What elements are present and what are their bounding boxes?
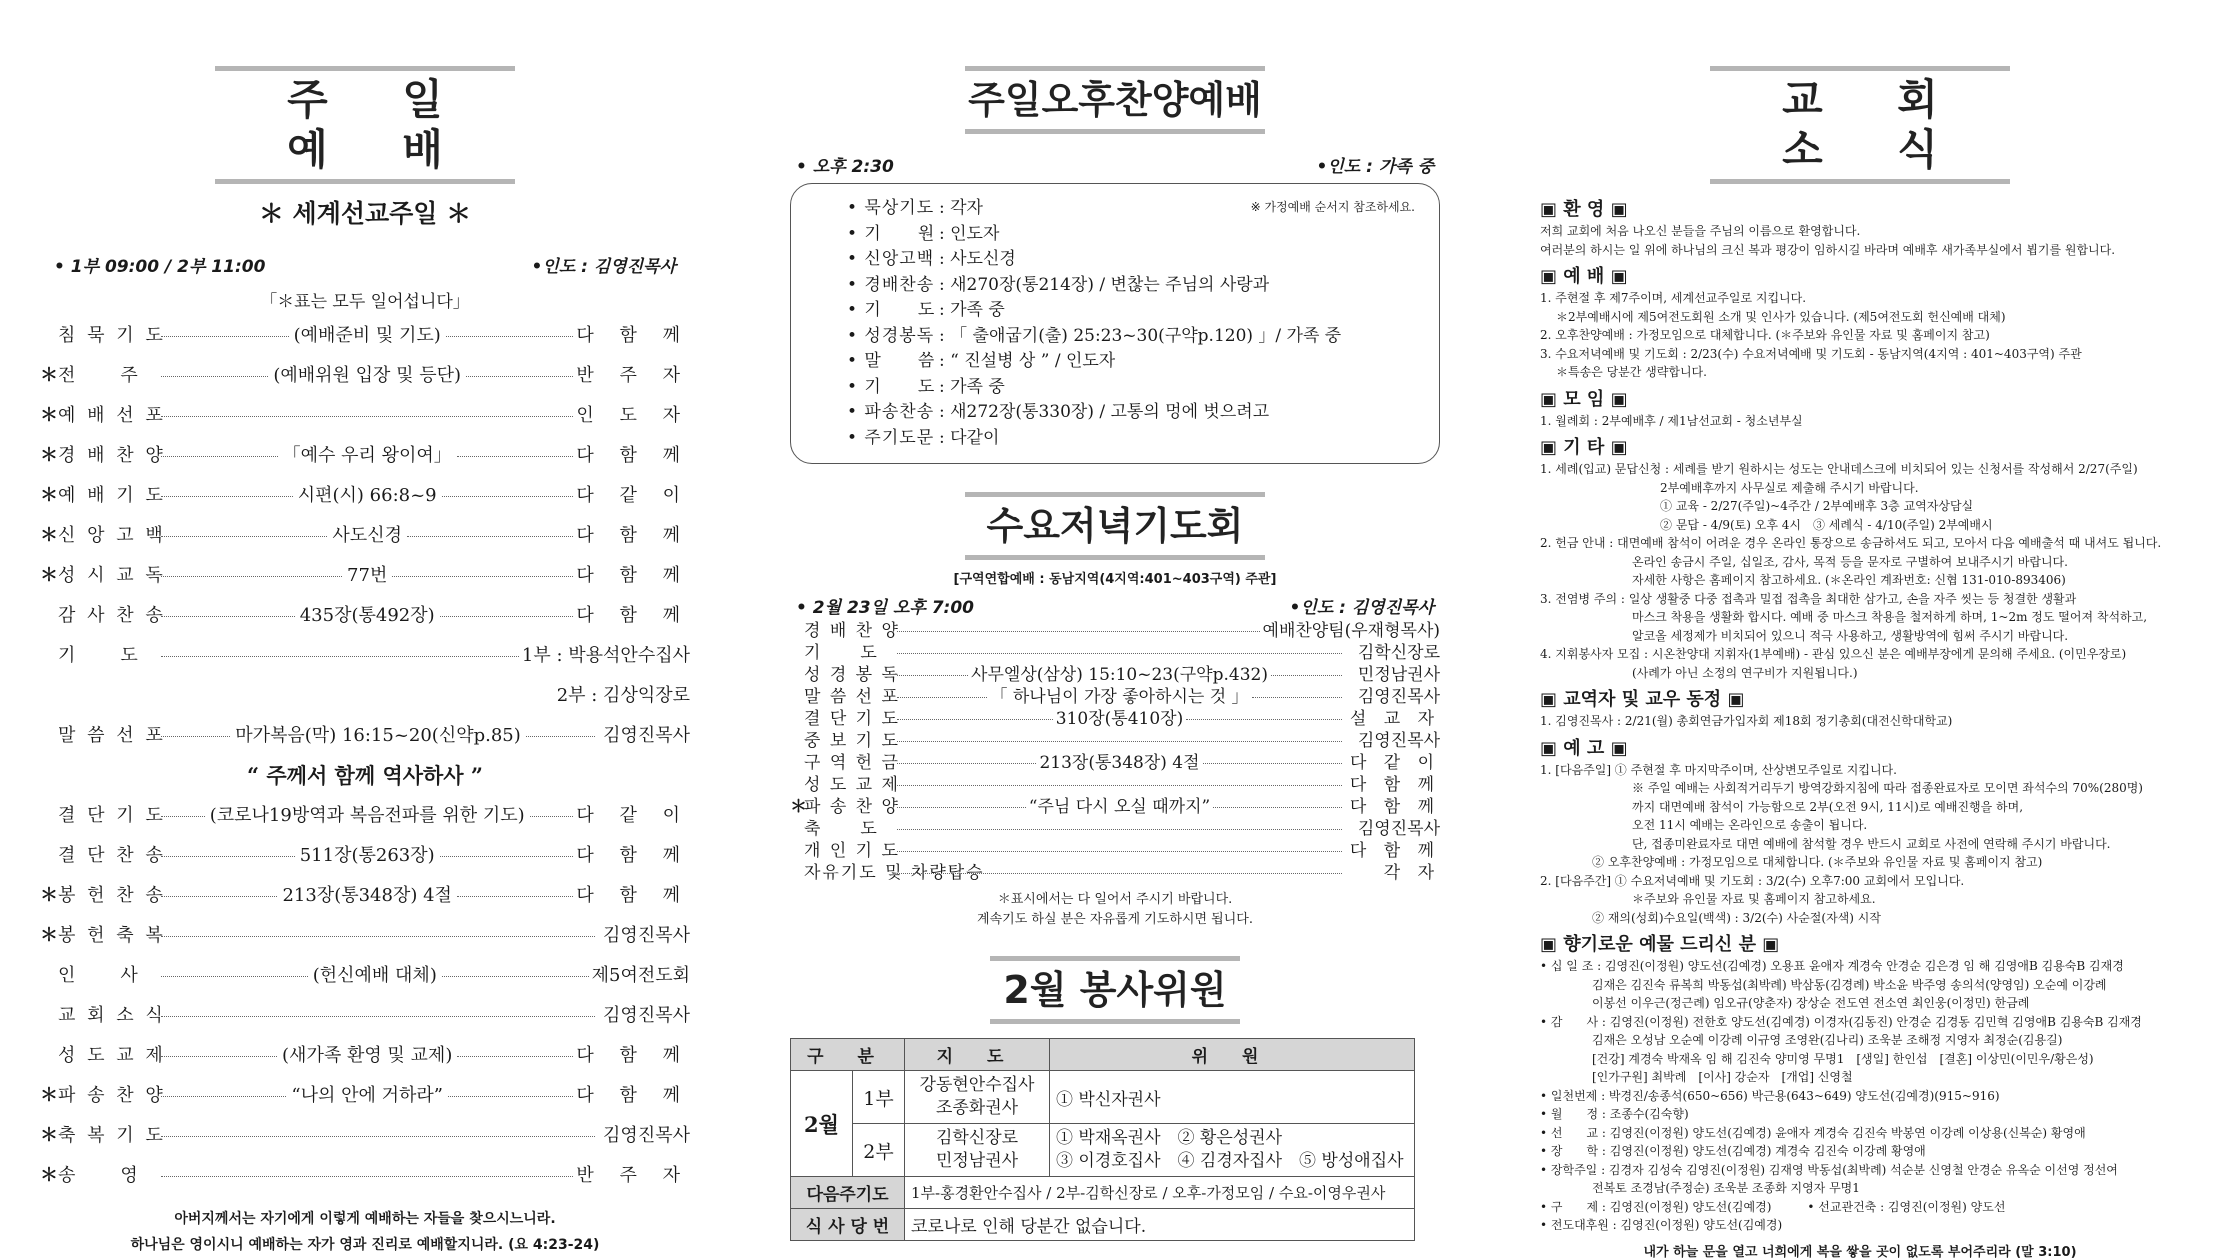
service-row	[790, 708, 1440, 730]
news-line: ② 재의(성회)수요일(백색) : 3/2(수) 사순절(자색) 시작	[1592, 910, 1881, 925]
stand-notice: 「＊표는 모두 일어섭니다」	[260, 292, 470, 312]
service-name: 파 송 찬 양	[804, 797, 900, 817]
news-line: 여러분의 하시는 일 위에 하나님의 크신 복과 평강이 임하시길 바라며 예배후 새가족부실에서 뵙기를 원합니다.	[1540, 242, 2116, 257]
item-label: • 주기도문	[847, 427, 935, 448]
news-line: ※ 주일 예배는 사회적거리두기 방역강화지침에 따라 접종완료자로 모이면 좌석수의 70%(280명)	[1632, 781, 2143, 795]
service-row	[40, 1036, 690, 1076]
wednesday-leader: •인도 : 김영진목사	[1289, 598, 1434, 618]
item-value: : 새270장(통214장) / 변찮는 주님의 사랑과	[939, 274, 1270, 295]
etc-heading: ▣ 기 타 ▣	[1540, 437, 1628, 458]
news-line: ＊주보와 유인물 자료 및 홈페이지 참고하세요.	[1632, 892, 1876, 906]
service-name: 중 보 기 도	[804, 731, 900, 751]
afternoon-leader: •인도 : 가족 중	[1316, 157, 1434, 177]
service-leader: 인 도 자	[576, 405, 690, 426]
service-detail: 마가복음(막) 16:15~20(신약p.85)	[235, 725, 521, 746]
service-row	[40, 996, 690, 1036]
star-marker: ＊	[40, 1125, 58, 1146]
service-detail: 213장(통348장) 4절	[1039, 753, 1200, 773]
service-name: 축 도	[804, 819, 879, 839]
item-value: : 다같이	[939, 427, 1000, 448]
service-name: 성 도 교 제	[58, 1045, 166, 1066]
news-line: ① 교육 - 2/27(주일)~4주간 / 2부예배후 3층 교역자상담실	[1660, 499, 1974, 513]
notice-news-list	[1540, 761, 2180, 928]
news-line: 김재은 오성남 오순예 이강례 이규영 조영완(김나리) 조욱분 조해정 지영자 최정순(김용길)	[1592, 1033, 2063, 1047]
part1-members: ① 박신자권사	[1050, 1071, 1415, 1124]
service-row	[40, 596, 690, 636]
service-detail: 「예수 우리 왕이여」	[282, 445, 452, 466]
news-line: 3. 수요저녁예배 및 기도회 : 2/23(수) 수요저녁예배 및 기도회 - 동남지역(4지역 : 401~403구역) 주관	[1540, 346, 2082, 361]
service-leader: 김영진목사	[1357, 819, 1440, 839]
news-line: 전복토 조경남(주정순) 조욱분 조종화 지영자 무명1	[1592, 1181, 1860, 1195]
part2-leaders: 김학신장로 민정남권사	[905, 1124, 1050, 1177]
service-detail: 435장(통492장)	[299, 605, 435, 626]
service-leader: 다 같 이	[1349, 753, 1441, 773]
star-marker: ＊	[40, 1085, 58, 1106]
volunteers-table	[790, 1038, 1415, 1241]
list-item	[847, 324, 1419, 350]
worship-news-list	[1540, 289, 2180, 382]
service-row	[40, 916, 690, 956]
service-leader: 다 함 께	[576, 565, 690, 586]
service-name: 결 단 기 도	[804, 709, 900, 729]
star-marker: ＊	[40, 885, 58, 906]
afternoon-order-list	[811, 196, 1419, 451]
part1-cell: 1부	[853, 1071, 905, 1124]
service-detail: 「 하나님이 가장 좋아하시는 것 」	[990, 687, 1249, 707]
service-row	[40, 396, 690, 436]
service-name: 경 배 찬 양	[804, 621, 900, 641]
service-detail: (예배준비 및 기도)	[293, 325, 441, 346]
list-item	[847, 349, 1419, 375]
item-label: • 기 도	[847, 300, 936, 320]
item-label: • 기 도	[847, 376, 936, 397]
service-name: 성 시 교 독	[58, 565, 166, 586]
item-value: : “ 진설병 상 ” / 인도자	[939, 351, 1116, 371]
news-line: 김재은 김진숙 류복희 박동섭(최박례) 박삼동(김경례) 박소윤 박주영 송의석(양영임) 오순예 이강례	[1592, 977, 2107, 992]
service-name: 기 도	[58, 645, 141, 666]
service-leader: 김영진목사	[1357, 731, 1440, 751]
part2-members-line-2: ③ 이경호집사 ④ 김경자집사 ⑤ 방성애집사	[1056, 1151, 1404, 1171]
list-item	[847, 400, 1419, 426]
prayer-second-leader: 2부 : 김상익장로	[556, 685, 690, 706]
service-row	[40, 956, 690, 996]
news-line: 1. 김영진목사 : 2/21(월) 총회연금가입자회 제18회 정기총회(대전신학대학교)	[1540, 714, 1953, 728]
service-leader: 민정남권사	[1357, 665, 1441, 685]
news-line: 2. [다음주간] ① 수요저녁예배 및 기도회 : 3/2(수) 오후7:00 교회에서 모입니다.	[1540, 873, 1965, 888]
world-mission-subtitle: ＊ 세계선교주일 ＊	[258, 199, 472, 228]
star-marker: ＊	[40, 485, 58, 506]
service-row	[40, 516, 690, 556]
service-detail: 511장(통263장)	[299, 845, 435, 866]
service-leader: 다 함 께	[576, 325, 691, 346]
wednesday-notes	[790, 890, 1440, 930]
table-header-leader: 지 도	[905, 1039, 1050, 1071]
meeting-heading: ▣ 모 임 ▣	[1540, 388, 1628, 410]
news-line: 1. 월례회 : 2부예배후 / 제1남선교회 - 청소년부실	[1540, 413, 1803, 428]
table-header-members: 위 원	[1050, 1039, 1415, 1071]
notice-heading: ▣ 예 고 ▣	[1540, 737, 1628, 759]
table-row	[791, 1177, 1415, 1209]
news-line: • 전도대후원 : 김영진(이정원) 양도선(김예경)	[1540, 1218, 1783, 1232]
news-line: 1. 주현절 후 제7주이며, 세계선교주일로 지킵니다.	[1540, 291, 1807, 305]
service-leader: 김영진목사	[1357, 687, 1440, 707]
sunday-worship-title: 주 일 예 배	[215, 66, 515, 184]
service-row	[40, 716, 690, 756]
worship-heading: ▣ 예 배 ▣	[1540, 266, 1628, 287]
service-name: 경 배 찬 양	[58, 445, 166, 466]
news-line: 2. 헌금 안내 : 대면예배 참석이 어려운 경우 온라인 통장으로 송금하셔도 되고, 모아서 다음 예배출석 때 내셔도 됩니다.	[1540, 536, 2162, 550]
prayer-second-row	[40, 676, 690, 716]
service-name: 예 배 기 도	[58, 485, 166, 506]
item-label: • 말 씀	[847, 351, 936, 371]
verse-line-2: 하나님은 영이시니 예배하는 자가 영과 진리로 예배할지니라. (요 4:23-24)	[130, 1237, 600, 1253]
news-line: 온라인 송금시 주일, 십일조, 감사, 목적 등을 문자로 구별하여 보내주시기 바랍니다.	[1632, 554, 2068, 569]
service-leader: 다 함 께	[576, 525, 691, 546]
service-name: 개 인 기 도	[804, 841, 900, 861]
news-line: ＊특송은 당분간 생략합니다.	[1556, 365, 1707, 379]
news-line: 4. 지휘봉사자 모집 : 시온찬양대 지휘자(1부예배) - 관심 있으신 분은 예배부장에게 문의해 주세요. (이민우장로)	[1540, 647, 2127, 661]
part2-cell: 2부	[853, 1124, 905, 1177]
star-marker: ＊	[40, 925, 58, 946]
news-line: (사례가 아닌 소정의 연구비가 지원됩니다.)	[1632, 665, 1858, 680]
service-row	[40, 356, 690, 396]
list-item	[847, 298, 1419, 324]
service-leader: 다 함 께	[576, 845, 690, 866]
service-leader: 김학신장로	[1357, 643, 1440, 663]
news-line: ② 오후찬양예배 : 가정모임으로 대체합니다. (＊주보와 유인물 자료 및 홈페이지 참고)	[1592, 855, 2043, 869]
service-name: 전 주	[58, 365, 141, 386]
service-leader: 다 함 께	[576, 1045, 690, 1066]
service-leader: 다 함 께	[576, 445, 690, 466]
service-detail: 사무엘상(삼상) 15:10~23(구약p.432)	[971, 665, 1268, 685]
wednesday-caption: [구역연합예배 : 동남지역(4지역:401~403구역) 주관]	[953, 572, 1277, 587]
worship-meta	[40, 252, 690, 277]
service-leader: 다 함 께	[1349, 797, 1440, 817]
service-row	[790, 796, 1440, 818]
table-row	[791, 1209, 1415, 1241]
news-line: 1. 세례(입교) 문답신청 : 세례를 받기 원하시는 성도는 안내데스크에 비치되어 있는 신청서를 작성해서 2/27(주일)	[1540, 462, 2138, 476]
meeting-news-list	[1540, 412, 2180, 431]
service-name: 말 씀 선 포	[58, 725, 166, 746]
service-row	[40, 1116, 690, 1156]
item-label: • 신앙고백	[847, 249, 935, 269]
service-row	[790, 664, 1440, 686]
afternoon-order-box	[790, 183, 1440, 464]
service-detail: (새가족 환영 및 교제)	[282, 1045, 453, 1066]
service-detail: (헌신예배 대체)	[312, 965, 437, 986]
order-of-service-part1	[40, 316, 690, 676]
table-header-division: 구 분	[791, 1039, 905, 1071]
service-row	[790, 686, 1440, 708]
service-leader: 다 함 께	[576, 885, 690, 906]
wednesday-meta	[790, 593, 1440, 618]
list-item	[847, 222, 1419, 248]
news-line: 자세한 사항은 홈페이지 참고하세요. (＊온라인 계좌번호: 신협 131-010-893406)	[1632, 573, 2066, 587]
service-leader: 다 함 께	[576, 605, 690, 626]
news-line: • 감 사 : 김영진(이정원) 전한호 양도선(김예경) 이경자(김동진) 안경순 김경동 김민혁 김영애B 김용숙B 김재경	[1540, 1014, 2142, 1029]
service-name: 성 도 교 제	[804, 775, 900, 795]
service-row	[40, 556, 690, 596]
service-row	[40, 876, 690, 916]
star-marker: ＊	[40, 405, 58, 426]
afternoon-worship-title: 주일오후찬양예배	[965, 66, 1265, 134]
list-item	[847, 273, 1419, 299]
table-header-row	[791, 1039, 1415, 1071]
month-cell: 2월	[791, 1071, 853, 1177]
news-line: • 장학주일 : 김경자 김성숙 김영진(이정원) 김재영 박동섭(최박례) 석순분 신영철 안경순 유옥순 이선영 정선여	[1540, 1162, 2118, 1177]
item-label: • 파송찬송	[847, 402, 935, 422]
service-row	[40, 1156, 690, 1196]
item-label: • 성경봉독	[847, 325, 935, 346]
part1-leaders: 강동현안수집사 조종화권사	[905, 1071, 1050, 1124]
service-leader: 설 교 자	[1349, 709, 1440, 729]
service-detail: 77번	[347, 565, 388, 586]
news-line: ＊2부예배시에 제5여전도회원 소개 및 인사가 있습니다. (제5여전도회 헌신예배 대체)	[1556, 309, 2006, 324]
sunday-worship-panel	[40, 0, 691, 1253]
news-line: 오전 11시 예배는 온라인으로 송출이 됩니다.	[1632, 818, 1868, 832]
service-name: 인 사	[58, 965, 141, 986]
service-name: 신 앙 고 백	[58, 525, 166, 546]
verse-line-1: 아버지께서는 자기에게 이렇게 예배하는 자들을 찾으시느니라.	[174, 1211, 556, 1227]
church-news-panel	[1540, 0, 2180, 1260]
service-row	[790, 862, 1440, 884]
service-leader: 다 같 이	[576, 485, 690, 506]
service-row	[40, 316, 690, 356]
service-name: 자유기도 및 차량탑승	[804, 863, 985, 883]
meal-duty-value: 코로나로 인해 당분간 없습니다.	[905, 1209, 1415, 1241]
service-row	[40, 476, 690, 516]
news-line: 2부예배후까지 사무실로 제출해 주시기 바랍니다.	[1660, 480, 1919, 495]
table-row	[791, 1124, 1415, 1177]
welcome-list	[1540, 222, 2180, 259]
staff-heading: ▣ 교역자 및 교우 동정 ▣	[1540, 689, 1745, 710]
family-worship-note: ※ 가정예배 순서지 참조하세요.	[1250, 200, 1415, 214]
service-row	[790, 818, 1440, 840]
service-row	[40, 436, 690, 476]
service-name: 예 배 선 포	[58, 405, 166, 426]
offering-heading: ▣ 향기로운 예물 드리신 분 ▣	[1540, 934, 1780, 955]
list-item	[847, 426, 1419, 452]
next-prayer-value: 1부-홍경환안수집사 / 2부-김학신장로 / 오후-가정모임 / 수요-이영우권사	[905, 1177, 1415, 1209]
news-line: 저희 교회에 처음 나오신 분들을 주님의 이름으로 환영합니다.	[1540, 224, 1861, 238]
item-value: : 「 출애굽기(출) 25:23~30(구약p.120) 」/ 가족 중	[939, 325, 1342, 346]
news-line: [인가구원] 최박례 [이사] 강순자 [개업] 신영철	[1592, 1070, 1853, 1084]
news-body	[1540, 198, 2180, 1260]
part2-members	[1050, 1124, 1415, 1177]
news-line: 3. 전염병 주의 : 일상 생활중 다중 접촉과 밀접 접촉을 최대한 삼가고, 손을 자주 씻는 등 청결한 생활과	[1540, 591, 2077, 606]
service-leader: 김영진목사	[603, 925, 690, 946]
wednesday-note-2: 계속기도 하실 분은 자유롭게 기도하시면 됩니다.	[977, 912, 1253, 927]
wednesday-prayer-title: 수요저녁기도회	[965, 492, 1265, 560]
item-value: : 가족 중	[939, 300, 1005, 320]
news-line: • 일천번제 : 박경진/송종석(650~656) 박근용(643~649) 양도선(김예경)(915~916)	[1540, 1088, 2000, 1103]
service-row	[790, 774, 1440, 796]
item-label: • 묵상기도	[847, 198, 935, 218]
afternoon-meta	[790, 152, 1440, 177]
service-row	[790, 730, 1440, 752]
service-row	[40, 836, 690, 876]
list-item	[847, 375, 1419, 401]
service-name: 말 씀 선 포	[804, 687, 900, 707]
service-name: 파 송 찬 양	[58, 1085, 166, 1106]
news-line: 알코올 세정제가 비치되어 있으니 적극 사용하고, 생활방역에 힘써 주시기 바랍니다.	[1632, 628, 2069, 643]
news-line: • 선 교 : 김영진(이정원) 양도선(김예경) 윤애자 계경숙 김진숙 박봉연 이강례 이상용(신복순) 황영애	[1540, 1125, 2086, 1140]
wednesday-note-1: ＊표시에서는 다 일어서 주시기 바랍니다.	[997, 892, 1233, 907]
meal-duty-label: 식 사 당 번	[791, 1209, 905, 1241]
wednesday-time: • 2월 23일 오후 7:00	[796, 598, 974, 618]
item-label: • 경배찬송	[847, 274, 935, 295]
service-name: 교 회 소 식	[58, 1005, 166, 1026]
service-detail: 310장(통410장)	[1055, 709, 1184, 729]
service-leader: 다 함 께	[576, 1085, 690, 1106]
service-leader: 다 함 께	[1349, 841, 1440, 861]
service-leader: 1부 : 박용석안수집사	[521, 645, 690, 666]
service-row	[790, 840, 1440, 862]
service-leader: 김영진목사	[603, 725, 691, 746]
service-row	[790, 620, 1440, 642]
service-leader: 다 함 께	[1349, 775, 1440, 795]
etc-news-list	[1540, 460, 2180, 682]
news-line: [건강] 계경숙 박재옥 임 해 김진숙 양미영 무명1 [생일] 한인섭 [결혼] 이상민(이민우/황은성)	[1592, 1051, 2094, 1066]
news-line: • 구 제 : 김영진(이정원) 양도선(김예경) • 선교관건축 : 김영진(이정원) 양도선	[1540, 1199, 2006, 1214]
service-leader: 예배찬양팀(우재형목사)	[1262, 621, 1440, 641]
item-label: • 기 원	[847, 223, 936, 244]
news-line: • 장 학 : 김영진(이정원) 양도선(김예경) 계경숙 김진숙 이강례 황영애	[1540, 1144, 1926, 1158]
service-row	[40, 636, 690, 676]
news-line: • 월 정 : 조종수(김숙향)	[1540, 1107, 1689, 1121]
service-name: 성 경 봉 독	[804, 665, 900, 685]
news-line: 이봉선 이우근(정근례) 임오규(양춘자) 장상순 전도연 전소연 최인웅(이정민) 한금례	[1592, 996, 2030, 1010]
part2-members-line-1: ① 박재옥권사 ② 황은성권사	[1056, 1128, 1283, 1148]
list-item	[847, 247, 1419, 273]
service-detail: 시편(시) 66:8~9	[297, 485, 437, 506]
service-name: 송 영	[58, 1165, 141, 1186]
service-row	[40, 796, 690, 836]
news-line: 까지 대면예배 참석이 가능함으로 2부(오전 9시, 11시)로 예배진행을 하며,	[1632, 799, 2024, 814]
worship-time: • 1부 09:00 / 2부 11:00	[54, 257, 266, 277]
offering-news-list	[1540, 957, 2180, 1235]
afternoon-and-wednesday-panel	[790, 0, 1440, 1240]
service-leader: 각 자	[1383, 863, 1440, 883]
service-detail: “나의 안에 거하라”	[291, 1085, 443, 1106]
star-marker: ＊	[40, 565, 58, 586]
service-leader: 김영진목사	[603, 1125, 690, 1146]
service-leader: 김영진목사	[603, 1005, 690, 1026]
service-detail: “주님 다시 오실 때까지”	[1028, 797, 1211, 817]
service-name: 기 도	[804, 643, 879, 663]
item-value: : 새272장(통330장) / 고통의 멍에 벗으려고	[939, 402, 1270, 422]
news-line: ② 문답 - 4/9(토) 오후 4시 ③ 세례식 - 4/10(주일) 2부예배시	[1660, 517, 1993, 532]
news-line: 마스크 착용을 생활화 합시다. 예배 중 마스크 착용을 철저하게 하며, 1~2m 정도 떨어져 착석하고,	[1632, 610, 2148, 624]
service-detail: 사도신경	[332, 525, 402, 546]
service-row	[790, 642, 1440, 664]
star-marker: ＊	[790, 797, 807, 817]
order-of-service-part2	[40, 796, 690, 1196]
service-name: 구 역 헌 금	[804, 753, 900, 773]
table-row	[791, 1071, 1415, 1124]
service-name: 결 단 찬 송	[58, 845, 166, 866]
item-value: : 각자	[939, 198, 983, 218]
star-marker: ＊	[40, 1165, 58, 1186]
service-leader: 제5여전도회	[591, 965, 691, 986]
staff-news-list	[1540, 712, 2180, 731]
news-line: 2. 오후찬양예배 : 가정모임으로 대체합니다. (＊주보와 유인물 자료 및 홈페이지 참고)	[1540, 328, 1990, 342]
news-line: • 십 일 조 : 김영진(이정원) 양도선(김예경) 오용표 윤애자 계경숙 안경순 김은경 임 해 김영애B 김용숙B 김재경	[1540, 959, 2124, 973]
footer-verse	[40, 1206, 690, 1258]
news-line: 1. [다음주일] ① 주현절 후 마지막주이며, 산상변모주일로 지킵니다.	[1540, 762, 1897, 777]
service-name: 결 단 기 도	[58, 805, 166, 826]
final-verse: 내가 하늘 문을 열고 너희에게 복을 쌓을 곳이 없도록 부어주리라 (말 3:10)	[1643, 1244, 2077, 1260]
item-value: : 가족 중	[939, 376, 1005, 397]
service-name: 감 사 찬 송	[58, 605, 166, 626]
wednesday-order-list	[790, 618, 1440, 884]
welcome-heading: ▣ 환 영 ▣	[1540, 199, 1628, 220]
service-detail: (코로나19방역과 복음전파를 위한 기도)	[209, 805, 525, 826]
service-leader: 반 주 자	[576, 1165, 690, 1186]
service-name: 침 묵 기 도	[58, 325, 166, 346]
sermon-title: “ 주께서 함께 역사하사 ”	[247, 763, 483, 788]
service-row	[790, 752, 1440, 774]
service-detail: (예배위원 입장 및 등단)	[273, 365, 462, 386]
service-name: 봉 헌 축 복	[58, 925, 166, 946]
service-name: 축 복 기 도	[58, 1125, 166, 1146]
volunteers-title: 2월 봉사위원	[990, 956, 1240, 1024]
item-value: : 사도신경	[939, 249, 1016, 269]
star-marker: ＊	[40, 365, 58, 386]
news-line: 단, 접종미완료자로 대면 예배에 참석할 경우 반드시 교회로 사전에 연락해 주시기 바랍니다.	[1632, 836, 2111, 851]
afternoon-time: • 오후 2:30	[796, 157, 894, 177]
item-value: : 인도자	[939, 223, 1000, 244]
next-prayer-label: 다음주기도	[791, 1177, 905, 1209]
worship-leader: •인도 : 김영진목사	[531, 257, 676, 277]
service-detail: 213장(통348장) 4절	[282, 885, 452, 906]
church-news-title: 교 회 소 식	[1710, 66, 2010, 184]
service-row	[40, 1076, 690, 1116]
service-leader: 다 같 이	[576, 805, 691, 826]
star-marker: ＊	[40, 525, 58, 546]
service-name: 봉 헌 찬 송	[58, 885, 166, 906]
star-marker: ＊	[40, 445, 58, 466]
service-leader: 반 주 자	[576, 365, 690, 386]
